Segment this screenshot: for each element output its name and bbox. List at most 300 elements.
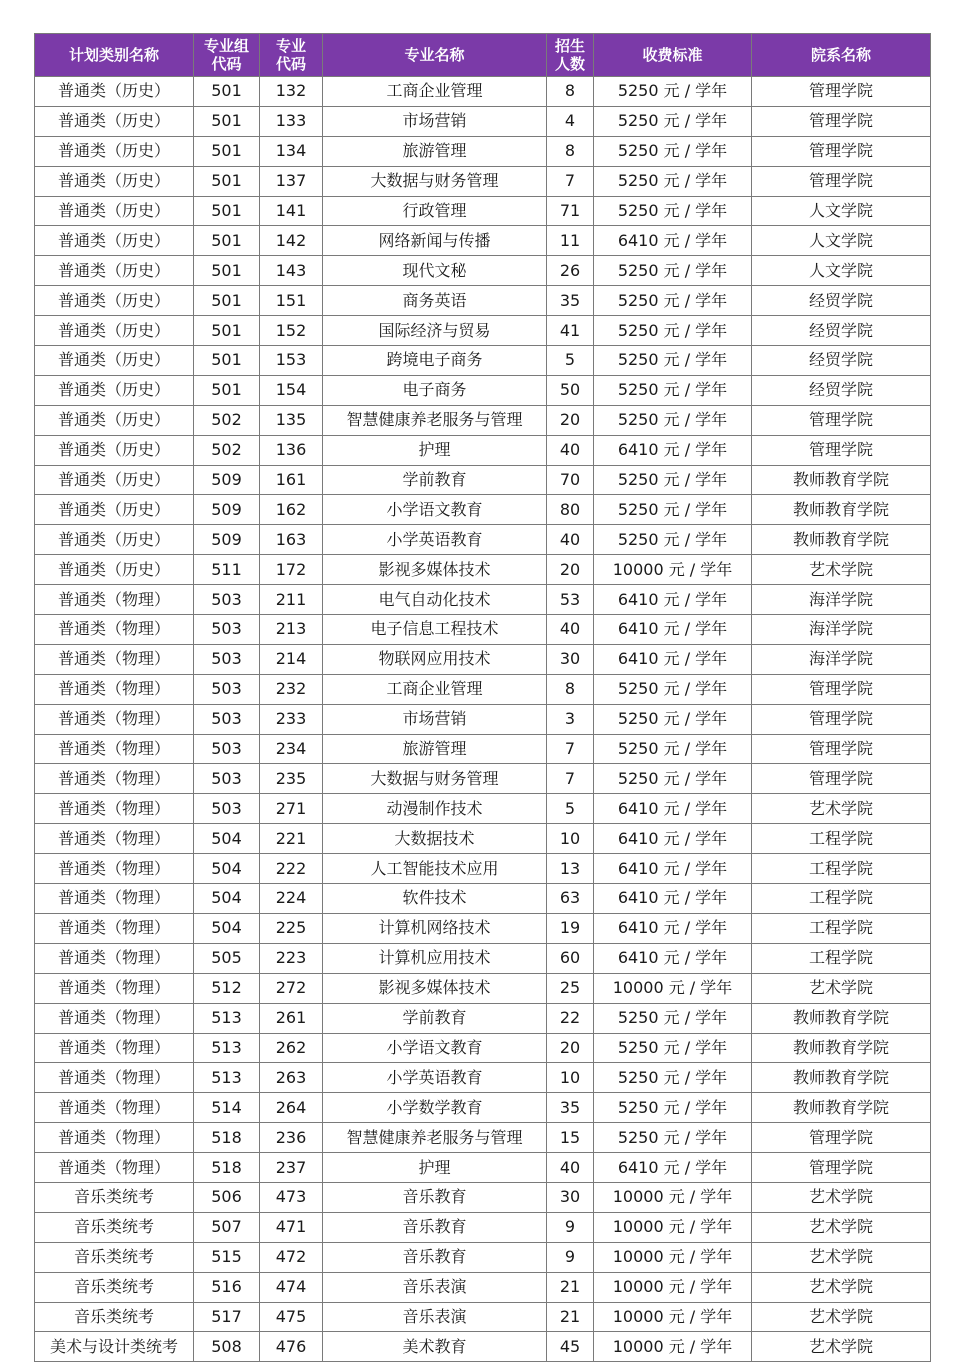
cell-major-code: 263 xyxy=(260,1063,323,1093)
cell-department: 管理学院 xyxy=(752,435,931,465)
cell-enrollment-count: 9 xyxy=(547,1242,594,1272)
cell-enrollment-count: 40 xyxy=(547,615,594,645)
cell-major-name: 市场营销 xyxy=(323,704,547,734)
cell-department: 管理学院 xyxy=(752,1123,931,1153)
cell-major-name: 学前教育 xyxy=(323,465,547,495)
cell-tuition: 5250 元 / 学年 xyxy=(594,1003,752,1033)
cell-group-code: 501 xyxy=(194,136,260,166)
cell-major-name: 小学数学教育 xyxy=(323,1093,547,1123)
cell-department: 管理学院 xyxy=(752,734,931,764)
cell-plan-category: 普通类（物理） xyxy=(35,1153,194,1183)
cell-major-code: 137 xyxy=(260,166,323,196)
cell-enrollment-count: 53 xyxy=(547,585,594,615)
cell-tuition: 5250 元 / 学年 xyxy=(594,286,752,316)
cell-major-code: 135 xyxy=(260,405,323,435)
cell-enrollment-count: 50 xyxy=(547,375,594,405)
cell-plan-category: 普通类（物理） xyxy=(35,615,194,645)
cell-major-code: 224 xyxy=(260,884,323,914)
cell-enrollment-count: 5 xyxy=(547,346,594,376)
cell-major-code: 223 xyxy=(260,943,323,973)
cell-major-name: 行政管理 xyxy=(323,196,547,226)
cell-plan-category: 普通类（历史） xyxy=(35,226,194,256)
cell-plan-category: 普通类（历史） xyxy=(35,286,194,316)
cell-plan-category: 音乐类统考 xyxy=(35,1302,194,1332)
cell-department: 工程学院 xyxy=(752,884,931,914)
cell-tuition: 5250 元 / 学年 xyxy=(594,136,752,166)
table-row xyxy=(35,316,931,346)
table-header xyxy=(35,34,931,77)
table-row xyxy=(35,854,931,884)
cell-enrollment-count: 26 xyxy=(547,256,594,286)
cell-plan-category: 普通类（物理） xyxy=(35,585,194,615)
cell-group-code: 503 xyxy=(194,644,260,674)
cell-enrollment-count: 7 xyxy=(547,764,594,794)
cell-group-code: 504 xyxy=(194,913,260,943)
cell-department: 艺术学院 xyxy=(752,1332,931,1362)
cell-group-code: 513 xyxy=(194,1063,260,1093)
cell-major-code: 172 xyxy=(260,555,323,585)
cell-department: 工程学院 xyxy=(752,854,931,884)
cell-major-code: 476 xyxy=(260,1332,323,1362)
cell-group-code: 503 xyxy=(194,734,260,764)
cell-department: 海洋学院 xyxy=(752,585,931,615)
cell-department: 人文学院 xyxy=(752,256,931,286)
cell-plan-category: 普通类（历史） xyxy=(35,196,194,226)
table-row xyxy=(35,1242,931,1272)
cell-tuition: 6410 元 / 学年 xyxy=(594,854,752,884)
cell-major-name: 美术教育 xyxy=(323,1332,547,1362)
cell-department: 艺术学院 xyxy=(752,555,931,585)
cell-tuition: 6410 元 / 学年 xyxy=(594,794,752,824)
cell-tuition: 5250 元 / 学年 xyxy=(594,405,752,435)
cell-major-code: 271 xyxy=(260,794,323,824)
table-row xyxy=(35,1003,931,1033)
cell-enrollment-count: 8 xyxy=(547,77,594,107)
cell-group-code: 503 xyxy=(194,794,260,824)
table-row xyxy=(35,764,931,794)
table-row xyxy=(35,1093,931,1123)
cell-plan-category: 普通类（物理） xyxy=(35,644,194,674)
cell-department: 人文学院 xyxy=(752,226,931,256)
cell-major-name: 市场营销 xyxy=(323,106,547,136)
cell-tuition: 10000 元 / 学年 xyxy=(594,973,752,1003)
cell-enrollment-count: 20 xyxy=(547,555,594,585)
cell-major-code: 142 xyxy=(260,226,323,256)
cell-major-name: 护理 xyxy=(323,435,547,465)
table-row xyxy=(35,555,931,585)
header-label: 专业组 代码 xyxy=(203,37,249,73)
cell-department: 教师教育学院 xyxy=(752,525,931,555)
cell-major-code: 134 xyxy=(260,136,323,166)
cell-group-code: 501 xyxy=(194,286,260,316)
cell-major-name: 商务英语 xyxy=(323,286,547,316)
cell-tuition: 5250 元 / 学年 xyxy=(594,1093,752,1123)
cell-plan-category: 普通类（历史） xyxy=(35,77,194,107)
table-row xyxy=(35,495,931,525)
cell-plan-category: 普通类（物理） xyxy=(35,1123,194,1153)
cell-plan-category: 普通类（历史） xyxy=(35,465,194,495)
cell-major-name: 大数据技术 xyxy=(323,824,547,854)
cell-department: 管理学院 xyxy=(752,1153,931,1183)
cell-group-code: 504 xyxy=(194,824,260,854)
cell-tuition: 5250 元 / 学年 xyxy=(594,346,752,376)
cell-major-name: 电子信息工程技术 xyxy=(323,615,547,645)
cell-enrollment-count: 40 xyxy=(547,435,594,465)
cell-group-code: 507 xyxy=(194,1212,260,1242)
header-label: 专业名称 xyxy=(404,46,465,64)
cell-group-code: 518 xyxy=(194,1153,260,1183)
cell-department: 管理学院 xyxy=(752,166,931,196)
table-row xyxy=(35,525,931,555)
cell-major-code: 474 xyxy=(260,1272,323,1302)
cell-group-code: 501 xyxy=(194,106,260,136)
cell-group-code: 508 xyxy=(194,1332,260,1362)
cell-plan-category: 普通类（物理） xyxy=(35,973,194,1003)
cell-major-code: 133 xyxy=(260,106,323,136)
cell-major-code: 264 xyxy=(260,1093,323,1123)
cell-major-name: 音乐表演 xyxy=(323,1302,547,1332)
table-row xyxy=(35,77,931,107)
cell-major-code: 153 xyxy=(260,346,323,376)
cell-department: 管理学院 xyxy=(752,136,931,166)
cell-major-code: 221 xyxy=(260,824,323,854)
cell-plan-category: 普通类（历史） xyxy=(35,525,194,555)
table-row xyxy=(35,644,931,674)
table-row xyxy=(35,1033,931,1063)
cell-enrollment-count: 80 xyxy=(547,495,594,525)
cell-group-code: 515 xyxy=(194,1242,260,1272)
cell-major-code: 163 xyxy=(260,525,323,555)
cell-department: 管理学院 xyxy=(752,106,931,136)
table-row xyxy=(35,166,931,196)
cell-plan-category: 普通类（历史） xyxy=(35,346,194,376)
cell-major-code: 236 xyxy=(260,1123,323,1153)
table-row xyxy=(35,704,931,734)
cell-tuition: 5250 元 / 学年 xyxy=(594,525,752,555)
cell-department: 经贸学院 xyxy=(752,286,931,316)
cell-department: 教师教育学院 xyxy=(752,495,931,525)
cell-tuition: 5250 元 / 学年 xyxy=(594,166,752,196)
table-row xyxy=(35,435,931,465)
cell-enrollment-count: 21 xyxy=(547,1302,594,1332)
header-enrollment-count xyxy=(547,34,594,77)
cell-major-code: 233 xyxy=(260,704,323,734)
cell-tuition: 5250 元 / 学年 xyxy=(594,734,752,764)
table-row xyxy=(35,1212,931,1242)
table-row xyxy=(35,824,931,854)
cell-plan-category: 普通类（历史） xyxy=(35,375,194,405)
header-label: 专业 代码 xyxy=(275,37,306,73)
cell-tuition: 6410 元 / 学年 xyxy=(594,615,752,645)
cell-enrollment-count: 71 xyxy=(547,196,594,226)
header-label: 招生 人数 xyxy=(554,37,585,73)
cell-group-code: 516 xyxy=(194,1272,260,1302)
cell-enrollment-count: 7 xyxy=(547,166,594,196)
cell-enrollment-count: 13 xyxy=(547,854,594,884)
cell-major-name: 旅游管理 xyxy=(323,136,547,166)
cell-enrollment-count: 22 xyxy=(547,1003,594,1033)
cell-plan-category: 普通类（物理） xyxy=(35,1063,194,1093)
cell-major-code: 214 xyxy=(260,644,323,674)
cell-department: 经贸学院 xyxy=(752,346,931,376)
cell-group-code: 504 xyxy=(194,884,260,914)
table-row xyxy=(35,913,931,943)
cell-enrollment-count: 8 xyxy=(547,674,594,704)
cell-major-name: 计算机应用技术 xyxy=(323,943,547,973)
table-row xyxy=(35,1182,931,1212)
cell-major-name: 现代文秘 xyxy=(323,256,547,286)
cell-group-code: 505 xyxy=(194,943,260,973)
cell-major-name: 大数据与财务管理 xyxy=(323,166,547,196)
cell-tuition: 6410 元 / 学年 xyxy=(594,884,752,914)
cell-enrollment-count: 15 xyxy=(547,1123,594,1153)
cell-plan-category: 普通类（历史） xyxy=(35,555,194,585)
cell-department: 艺术学院 xyxy=(752,973,931,1003)
cell-major-code: 211 xyxy=(260,585,323,615)
cell-department: 工程学院 xyxy=(752,824,931,854)
cell-department: 教师教育学院 xyxy=(752,1033,931,1063)
cell-major-code: 152 xyxy=(260,316,323,346)
cell-group-code: 503 xyxy=(194,704,260,734)
cell-group-code: 501 xyxy=(194,316,260,346)
cell-group-code: 511 xyxy=(194,555,260,585)
cell-major-name: 国际经济与贸易 xyxy=(323,316,547,346)
cell-tuition: 6410 元 / 学年 xyxy=(594,824,752,854)
cell-enrollment-count: 10 xyxy=(547,1063,594,1093)
cell-enrollment-count: 45 xyxy=(547,1332,594,1362)
cell-group-code: 501 xyxy=(194,346,260,376)
cell-major-name: 音乐教育 xyxy=(323,1212,547,1242)
cell-tuition: 5250 元 / 学年 xyxy=(594,465,752,495)
cell-group-code: 501 xyxy=(194,256,260,286)
cell-department: 教师教育学院 xyxy=(752,1063,931,1093)
cell-enrollment-count: 20 xyxy=(547,1033,594,1063)
cell-tuition: 5250 元 / 学年 xyxy=(594,316,752,346)
cell-enrollment-count: 30 xyxy=(547,644,594,674)
cell-tuition: 10000 元 / 学年 xyxy=(594,1272,752,1302)
cell-group-code: 502 xyxy=(194,435,260,465)
cell-plan-category: 普通类（历史） xyxy=(35,256,194,286)
cell-enrollment-count: 35 xyxy=(547,1093,594,1123)
cell-plan-category: 普通类（历史） xyxy=(35,495,194,525)
cell-plan-category: 普通类（物理） xyxy=(35,764,194,794)
cell-tuition: 6410 元 / 学年 xyxy=(594,943,752,973)
cell-enrollment-count: 41 xyxy=(547,316,594,346)
cell-plan-category: 普通类（物理） xyxy=(35,943,194,973)
cell-tuition: 5250 元 / 学年 xyxy=(594,106,752,136)
cell-tuition: 5250 元 / 学年 xyxy=(594,674,752,704)
header-label: 收费标准 xyxy=(642,46,703,64)
cell-tuition: 6410 元 / 学年 xyxy=(594,226,752,256)
cell-group-code: 501 xyxy=(194,166,260,196)
cell-tuition: 5250 元 / 学年 xyxy=(594,495,752,525)
cell-major-name: 护理 xyxy=(323,1153,547,1183)
cell-tuition: 10000 元 / 学年 xyxy=(594,555,752,585)
cell-major-code: 225 xyxy=(260,913,323,943)
table-row xyxy=(35,615,931,645)
header-label: 院系名称 xyxy=(810,46,871,64)
table-row xyxy=(35,794,931,824)
cell-plan-category: 音乐类统考 xyxy=(35,1182,194,1212)
cell-major-name: 动漫制作技术 xyxy=(323,794,547,824)
cell-tuition: 5250 元 / 学年 xyxy=(594,704,752,734)
cell-major-code: 234 xyxy=(260,734,323,764)
table-row xyxy=(35,136,931,166)
cell-tuition: 6410 元 / 学年 xyxy=(594,435,752,465)
table-row xyxy=(35,405,931,435)
cell-plan-category: 普通类（物理） xyxy=(35,884,194,914)
table-row xyxy=(35,106,931,136)
cell-plan-category: 普通类（物理） xyxy=(35,704,194,734)
cell-tuition: 5250 元 / 学年 xyxy=(594,77,752,107)
cell-enrollment-count: 70 xyxy=(547,465,594,495)
cell-tuition: 6410 元 / 学年 xyxy=(594,644,752,674)
cell-major-code: 151 xyxy=(260,286,323,316)
header-row xyxy=(35,34,931,77)
cell-tuition: 10000 元 / 学年 xyxy=(594,1182,752,1212)
cell-group-code: 501 xyxy=(194,196,260,226)
table-row xyxy=(35,196,931,226)
header-tuition xyxy=(594,34,752,77)
cell-department: 教师教育学院 xyxy=(752,1003,931,1033)
cell-major-name: 电子商务 xyxy=(323,375,547,405)
cell-major-code: 222 xyxy=(260,854,323,884)
cell-major-name: 小学语文教育 xyxy=(323,1033,547,1063)
cell-enrollment-count: 40 xyxy=(547,1153,594,1183)
cell-group-code: 501 xyxy=(194,77,260,107)
cell-major-name: 影视多媒体技术 xyxy=(323,555,547,585)
cell-department: 人文学院 xyxy=(752,196,931,226)
cell-department: 经贸学院 xyxy=(752,316,931,346)
cell-enrollment-count: 35 xyxy=(547,286,594,316)
table-row xyxy=(35,973,931,1003)
cell-major-name: 小学英语教育 xyxy=(323,1063,547,1093)
cell-group-code: 503 xyxy=(194,585,260,615)
cell-group-code: 506 xyxy=(194,1182,260,1212)
cell-plan-category: 普通类（物理） xyxy=(35,1003,194,1033)
cell-major-code: 141 xyxy=(260,196,323,226)
table-row xyxy=(35,375,931,405)
cell-major-code: 262 xyxy=(260,1033,323,1063)
cell-major-name: 网络新闻与传播 xyxy=(323,226,547,256)
cell-major-name: 智慧健康养老服务与管理 xyxy=(323,405,547,435)
cell-major-name: 音乐教育 xyxy=(323,1242,547,1272)
cell-plan-category: 普通类（物理） xyxy=(35,734,194,764)
cell-department: 艺术学院 xyxy=(752,794,931,824)
header-label: 计划类别名称 xyxy=(68,46,159,64)
cell-enrollment-count: 10 xyxy=(547,824,594,854)
table-row xyxy=(35,884,931,914)
table-row xyxy=(35,226,931,256)
cell-plan-category: 普通类（物理） xyxy=(35,854,194,884)
cell-enrollment-count: 5 xyxy=(547,794,594,824)
cell-major-code: 132 xyxy=(260,77,323,107)
cell-tuition: 5250 元 / 学年 xyxy=(594,375,752,405)
cell-major-code: 272 xyxy=(260,973,323,1003)
header-plan-category xyxy=(35,34,194,77)
header-major-name xyxy=(323,34,547,77)
cell-tuition: 5250 元 / 学年 xyxy=(594,1033,752,1063)
cell-enrollment-count: 20 xyxy=(547,405,594,435)
header-major-code xyxy=(260,34,323,77)
table-row xyxy=(35,1153,931,1183)
cell-major-name: 大数据与财务管理 xyxy=(323,764,547,794)
cell-major-code: 213 xyxy=(260,615,323,645)
cell-group-code: 513 xyxy=(194,1003,260,1033)
cell-group-code: 509 xyxy=(194,525,260,555)
cell-tuition: 10000 元 / 学年 xyxy=(594,1302,752,1332)
table-row xyxy=(35,1332,931,1362)
cell-major-name: 旅游管理 xyxy=(323,734,547,764)
cell-group-code: 501 xyxy=(194,226,260,256)
cell-plan-category: 普通类（历史） xyxy=(35,166,194,196)
cell-tuition: 5250 元 / 学年 xyxy=(594,1123,752,1153)
table-row xyxy=(35,256,931,286)
cell-group-code: 518 xyxy=(194,1123,260,1153)
cell-group-code: 503 xyxy=(194,764,260,794)
cell-department: 管理学院 xyxy=(752,77,931,107)
cell-tuition: 6410 元 / 学年 xyxy=(594,1153,752,1183)
table-row xyxy=(35,674,931,704)
cell-major-name: 小学英语教育 xyxy=(323,525,547,555)
cell-major-code: 472 xyxy=(260,1242,323,1272)
cell-plan-category: 普通类（物理） xyxy=(35,674,194,704)
table-body xyxy=(35,77,931,1362)
cell-department: 工程学院 xyxy=(752,913,931,943)
table-row xyxy=(35,346,931,376)
cell-major-code: 473 xyxy=(260,1182,323,1212)
cell-enrollment-count: 40 xyxy=(547,525,594,555)
cell-plan-category: 美术与设计类统考 xyxy=(35,1332,194,1362)
cell-tuition: 5250 元 / 学年 xyxy=(594,196,752,226)
cell-department: 艺术学院 xyxy=(752,1272,931,1302)
cell-group-code: 501 xyxy=(194,375,260,405)
table-row xyxy=(35,286,931,316)
table-row xyxy=(35,585,931,615)
header-department xyxy=(752,34,931,77)
cell-group-code: 513 xyxy=(194,1033,260,1063)
cell-major-name: 影视多媒体技术 xyxy=(323,973,547,1003)
cell-enrollment-count: 3 xyxy=(547,704,594,734)
cell-major-code: 237 xyxy=(260,1153,323,1183)
cell-major-name: 物联网应用技术 xyxy=(323,644,547,674)
cell-enrollment-count: 11 xyxy=(547,226,594,256)
cell-major-code: 471 xyxy=(260,1212,323,1242)
header-group-code xyxy=(194,34,260,77)
cell-group-code: 504 xyxy=(194,854,260,884)
cell-major-code: 475 xyxy=(260,1302,323,1332)
cell-tuition: 10000 元 / 学年 xyxy=(594,1212,752,1242)
cell-major-name: 音乐表演 xyxy=(323,1272,547,1302)
table-row xyxy=(35,1302,931,1332)
cell-plan-category: 音乐类统考 xyxy=(35,1212,194,1242)
cell-group-code: 517 xyxy=(194,1302,260,1332)
cell-plan-category: 普通类（物理） xyxy=(35,1033,194,1063)
cell-plan-category: 普通类（物理） xyxy=(35,1093,194,1123)
table-row xyxy=(35,1063,931,1093)
table-row xyxy=(35,465,931,495)
cell-enrollment-count: 21 xyxy=(547,1272,594,1302)
cell-tuition: 10000 元 / 学年 xyxy=(594,1332,752,1362)
cell-major-name: 软件技术 xyxy=(323,884,547,914)
cell-enrollment-count: 7 xyxy=(547,734,594,764)
cell-tuition: 5250 元 / 学年 xyxy=(594,764,752,794)
cell-plan-category: 普通类（物理） xyxy=(35,913,194,943)
cell-major-name: 工商企业管理 xyxy=(323,77,547,107)
cell-tuition: 6410 元 / 学年 xyxy=(594,913,752,943)
cell-plan-category: 普通类（历史） xyxy=(35,316,194,346)
cell-department: 管理学院 xyxy=(752,674,931,704)
